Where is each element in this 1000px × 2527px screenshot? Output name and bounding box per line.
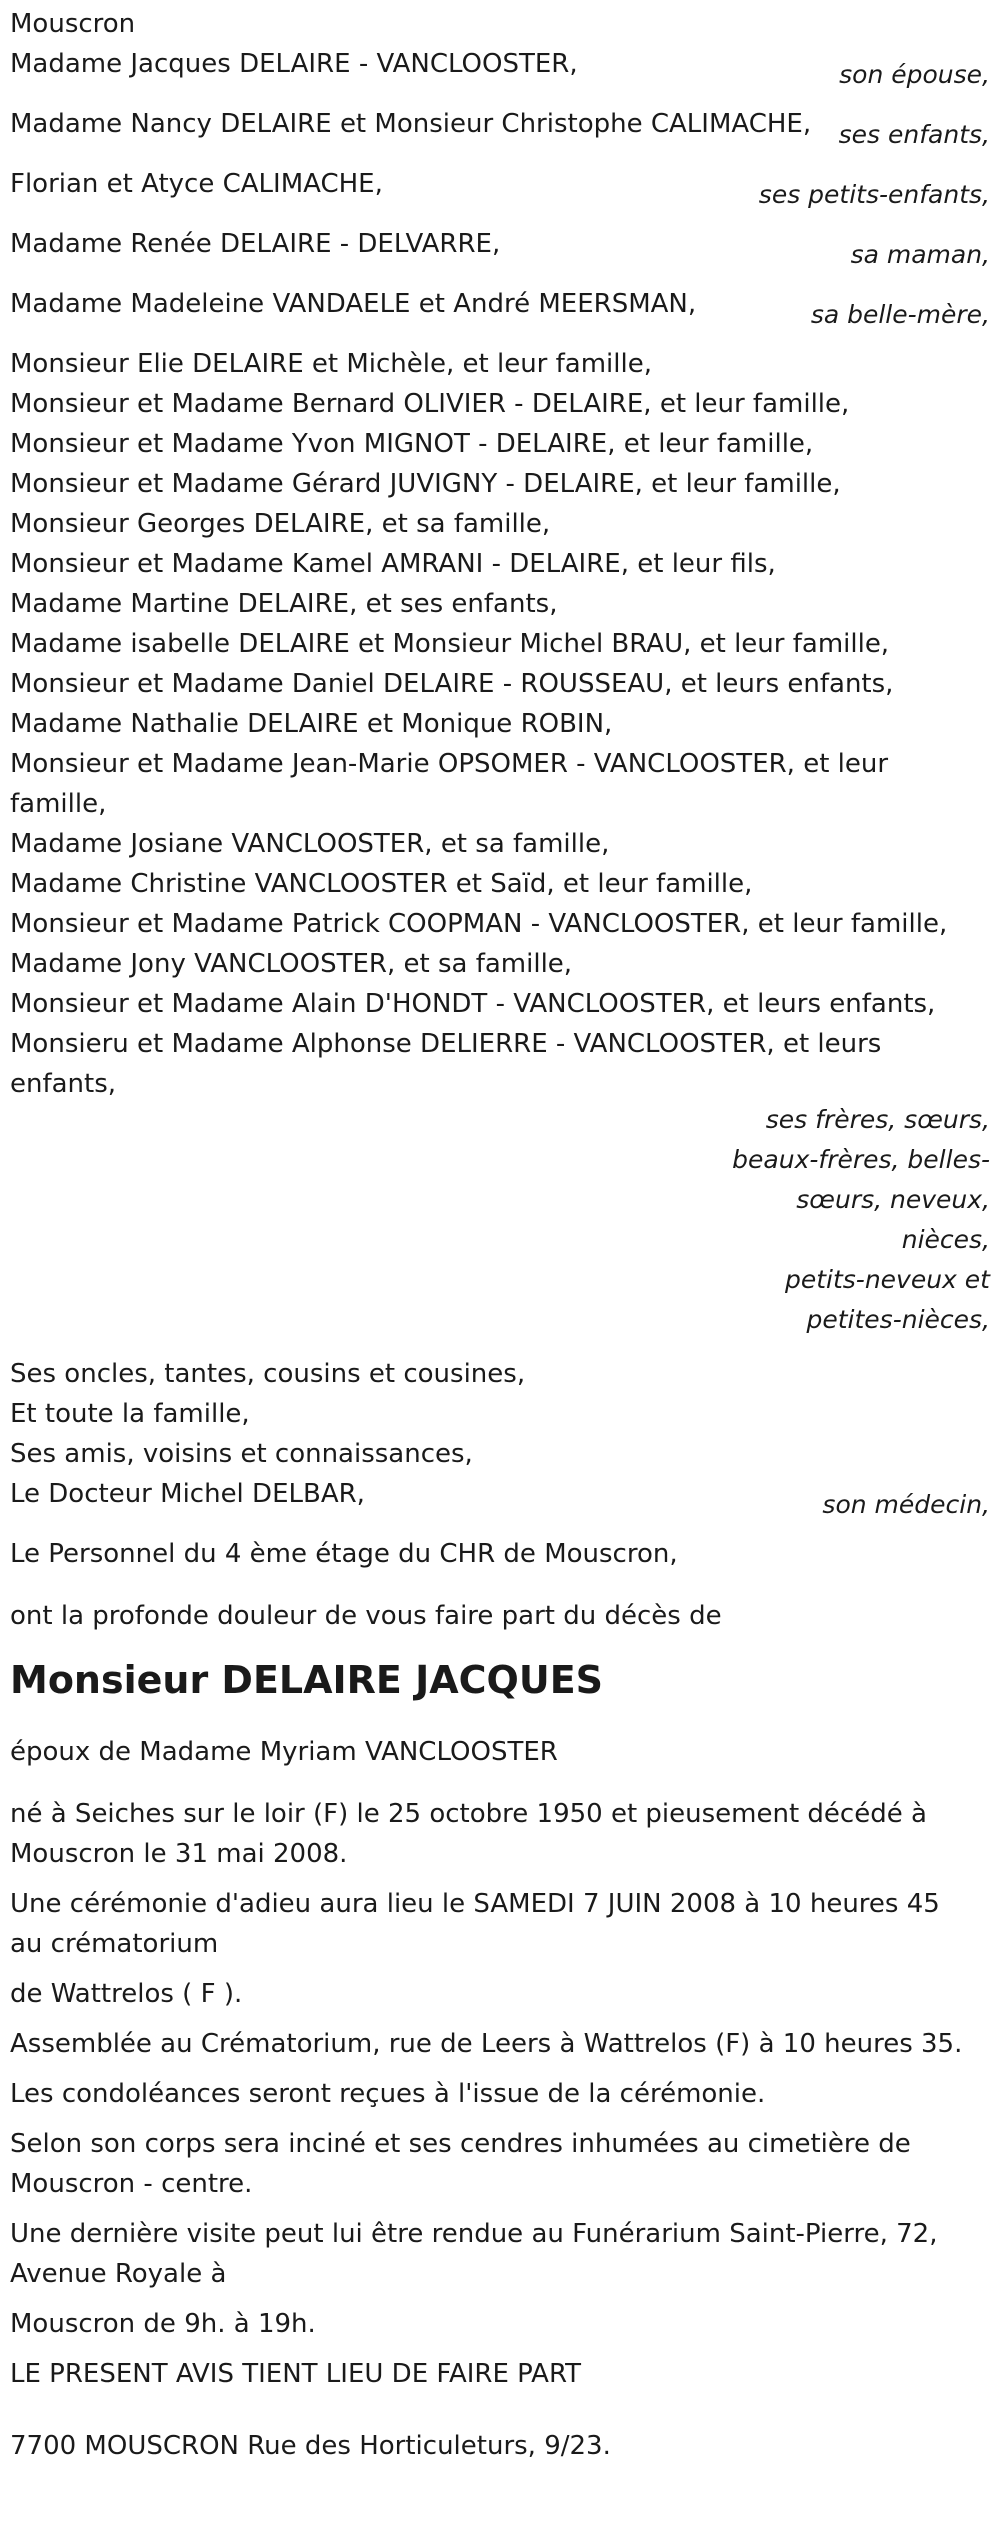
others-line: Ses oncles, tantes, cousins et cousines, (10, 1359, 526, 1389)
spouse-line: époux de Madame Myriam VANCLOOSTER (10, 1737, 558, 1767)
siblings-role-line: beaux-frères, belles- (732, 1145, 990, 1174)
sibling-line: Monsieur Georges DELAIRE, et sa famille, (10, 509, 551, 539)
doctor-line: Le Docteur Michel DELBAR, (10, 1479, 365, 1509)
family-name: Madame Renée DELAIRE - DELVARRE, (10, 229, 501, 259)
others-line: Ses amis, voisins et connaissances, (10, 1439, 473, 1469)
family-role: sa belle-mère, (810, 300, 990, 329)
doctor-role: son médecin, (822, 1490, 990, 1519)
detail-paragraph: Mouscron de 9h. à 19h. (10, 2309, 316, 2339)
family-role: sa maman, (850, 240, 990, 269)
family-name: Madame Jacques DELAIRE - VANCLOOSTER, (10, 49, 578, 79)
deceased-name: Monsieur DELAIRE JACQUES (10, 1658, 604, 1702)
family-role: son épouse, (839, 60, 990, 89)
sibling-line: Monsieur Elie DELAIRE et Michèle, et leur famille, (10, 349, 652, 379)
family-name: Madame Madeleine VANDAELE et André MEERSMAN, (10, 289, 697, 319)
detail-paragraph: Une cérémonie d'adieu aura lieu le SAMEDI 7 JUIN 2008 à 10 heures 45 au crématorium (10, 1889, 940, 1959)
sibling-line: Monsieru et Madame Alphonse DELIERRE - VANCLOOSTER, et leurs enfants, (10, 1029, 882, 1099)
others-line: Et toute la famille, (10, 1399, 250, 1429)
family-role: ses enfants, (838, 120, 990, 149)
sibling-line: Monsieur et Madame Kamel AMRANI - DELAIRE, et leur fils, (10, 549, 776, 579)
announcement: ont la profonde douleur de vous faire part du décès de (10, 1601, 722, 1631)
sibling-line: Madame Josiane VANCLOOSTER, et sa famille, (10, 829, 610, 859)
sibling-line: Madame Christine VANCLOOSTER et Saïd, et leur famille, (10, 869, 753, 899)
sibling-line: Monsieur et Madame Bernard OLIVIER - DELAIRE, et leur famille, (10, 389, 850, 419)
siblings-role-line: nièces, (901, 1225, 990, 1254)
city-header: Mouscron (10, 9, 136, 39)
family-name: Florian et Atyce CALIMACHE, (10, 169, 383, 199)
sibling-line: Monsieur et Madame Alain D'HONDT - VANCLOOSTER, et leurs enfants, (10, 989, 936, 1019)
sibling-line: Madame isabelle DELAIRE et Monsieur Michel BRAU, et leur famille, (10, 629, 890, 659)
siblings-list (10, 344, 990, 1104)
siblings-role-line: ses frères, sœurs, (765, 1105, 990, 1134)
siblings-role-line: petits-neveux et (784, 1265, 990, 1294)
address: 7700 MOUSCRON Rue des Horticuleturs, 9/23. (10, 2431, 611, 2461)
detail-paragraph: LE PRESENT AVIS TIENT LIEU DE FAIRE PART (10, 2359, 582, 2389)
sibling-line: Monsieur et Madame Jean-Marie OPSOMER - VANCLOOSTER, et leur famille, (10, 749, 889, 819)
staff-line: Le Personnel du 4 ème étage du CHR de Mouscron, (10, 1539, 678, 1569)
family-name: Madame Nancy DELAIRE et Monsieur Christophe CALIMACHE, (10, 109, 812, 139)
sibling-line: Monsieur et Madame Patrick COOPMAN - VANCLOOSTER, et leur famille, (10, 909, 948, 939)
sibling-line: Madame Jony VANCLOOSTER, et sa famille, (10, 949, 573, 979)
detail-paragraph: Selon son corps sera inciné et ses cendres inhumées au cimetière de Mouscron - centre. (10, 2129, 911, 2199)
detail-paragraph: Les condoléances seront reçues à l'issue de la cérémonie. (10, 2079, 766, 2109)
sibling-line: Monsieur et Madame Daniel DELAIRE - ROUSSEAU, et leurs enfants, (10, 669, 894, 699)
detail-paragraph: né à Seiches sur le loir (F) le 25 octobre 1950 et pieusement décédé à Mouscron le 31 mai 2008. (10, 1799, 927, 1869)
sibling-line: Monsieur et Madame Yvon MIGNOT - DELAIRE, et leur famille, (10, 429, 814, 459)
siblings-role-line: petites-nièces, (806, 1305, 990, 1334)
family-role: ses petits-enfants, (758, 180, 990, 209)
detail-paragraph: Une dernière visite peut lui être rendue au Funérarium Saint-Pierre, 72, Avenue Royale à (10, 2219, 938, 2289)
detail-paragraph: de Wattrelos ( F ). (10, 1979, 243, 2009)
siblings-role (10, 1100, 990, 1340)
detail-paragraph: Assemblée au Crématorium, rue de Leers à Wattrelos (F) à 10 heures 35. (10, 2029, 963, 2059)
sibling-line: Madame Nathalie DELAIRE et Monique ROBIN, (10, 709, 613, 739)
sibling-line: Madame Martine DELAIRE, et ses enfants, (10, 589, 558, 619)
sibling-line: Monsieur et Madame Gérard JUVIGNY - DELAIRE, et leur famille, (10, 469, 841, 499)
siblings-role-line: sœurs, neveux, (796, 1185, 990, 1214)
